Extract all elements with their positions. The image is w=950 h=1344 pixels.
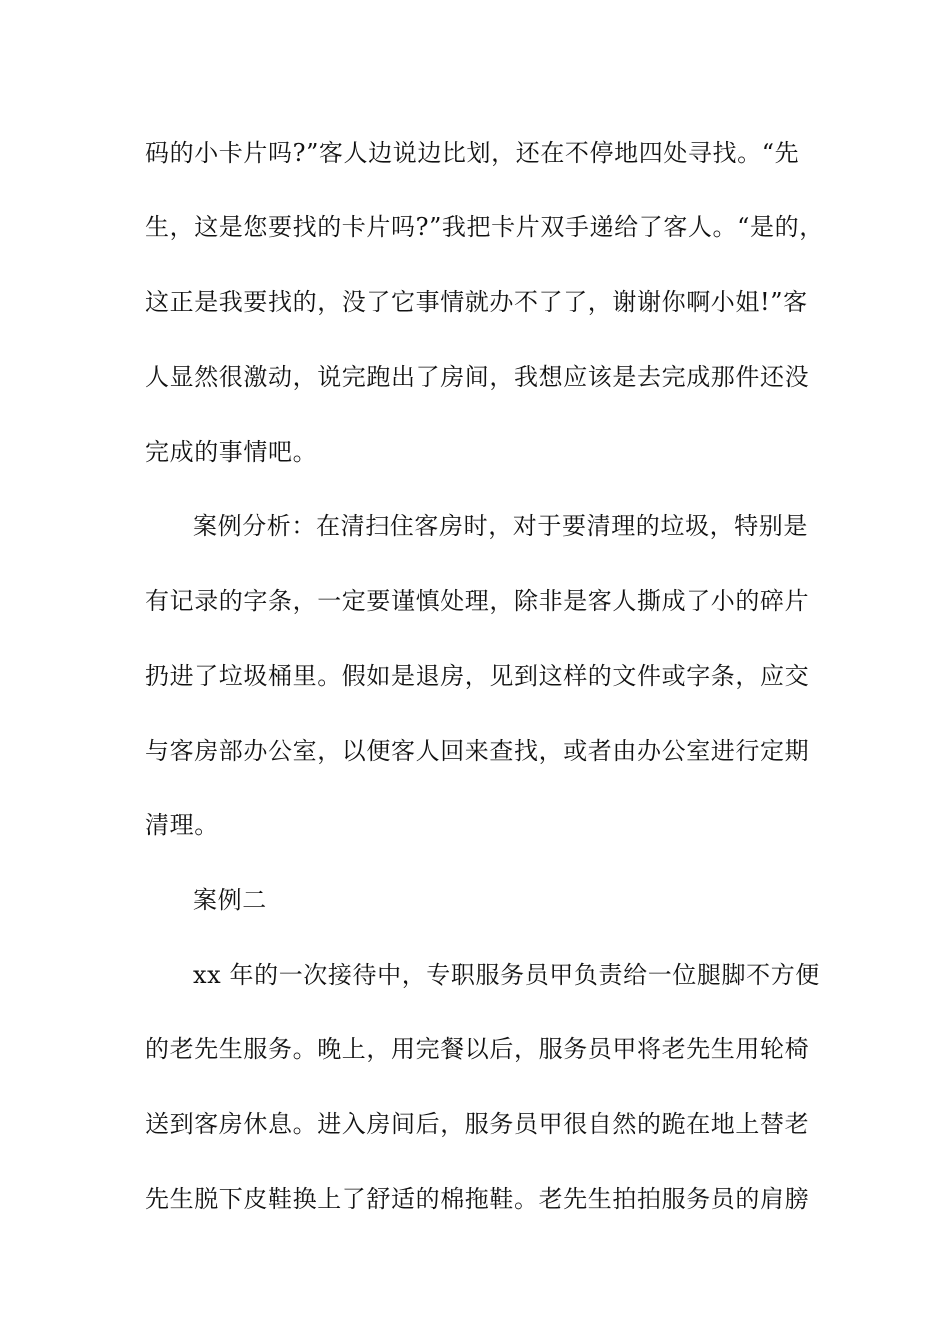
text-line: 完成的事情吧。 bbox=[145, 438, 318, 466]
text-line: 扔进了垃圾桶里。假如是退房，见到这样的文件或字条，应交 bbox=[145, 662, 810, 690]
section-heading-case-two: 案例二 bbox=[193, 886, 267, 914]
text-line: 生，这是您要找的卡片吗?”我把卡片双手递给了客人。“是的， bbox=[145, 213, 824, 241]
text-line: 清理。 bbox=[145, 811, 219, 839]
text-line: xx 年的一次接待中，专职服务员甲负责给一位腿脚不方便 bbox=[193, 961, 820, 989]
text-line: 的老先生服务。晚上，用完餐以后，服务员甲将老先生用轮椅 bbox=[145, 1035, 810, 1063]
text-line: 码的小卡片吗?”客人边说边比划，还在不停地四处寻找。“先 bbox=[145, 139, 800, 167]
paragraph-heading-case-analysis: 案例分析：在清扫住客房时，对于要清理的垃圾，特别是 bbox=[193, 512, 808, 540]
text-line: 这正是我要找的，没了它事情就办不了了，谢谢你啊小姐!”客 bbox=[145, 288, 808, 316]
text-line: 送到客房休息。进入房间后，服务员甲很自然的跪在地上替老 bbox=[145, 1110, 810, 1138]
text-line: 先生脱下皮鞋换上了舒适的棉拖鞋。老先生拍拍服务员的肩膀 bbox=[145, 1185, 810, 1213]
text-line: 人显然很激动，说完跑出了房间，我想应该是去完成那件还没 bbox=[145, 363, 810, 391]
text-line: 有记录的字条，一定要谨慎处理，除非是客人撕成了小的碎片 bbox=[145, 587, 810, 615]
text-line: 与客房部办公室，以便客人回来查找，或者由办公室进行定期 bbox=[145, 737, 810, 765]
